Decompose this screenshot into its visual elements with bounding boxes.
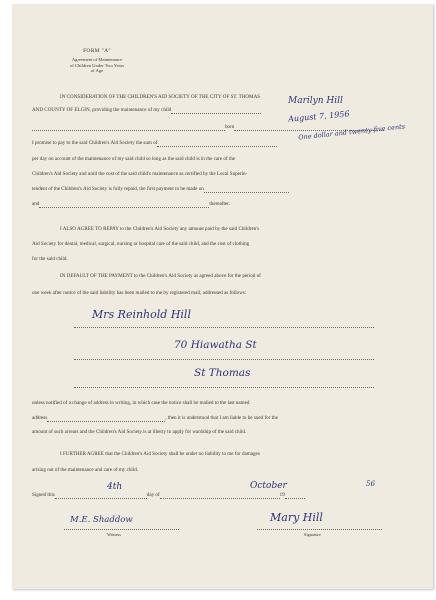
day-handwritten: 4th <box>107 482 123 492</box>
payment-interval-line <box>39 201 209 208</box>
para-repay-line-2: Aid Society for dental, medical, surgical, nursing or hospital care of the said child, and the cost of clothing <box>32 241 250 247</box>
signer-signature: Mary Hill <box>270 511 323 524</box>
address-line-3 <box>74 387 374 388</box>
born-date-handwritten: August 7, 1956 <box>287 109 350 124</box>
para-further-line-1: I FURTHER AGREE that the Children's Aid Society shall be under no liability to me for damages <box>60 451 260 457</box>
witness-signature: M.E. Shaddow <box>70 515 133 525</box>
para-promise-line-4 <box>32 186 289 193</box>
month-handwritten: October <box>250 481 287 491</box>
document-page <box>12 4 433 589</box>
witness-label: Witness <box>107 532 121 537</box>
signature-label: Signature <box>304 532 321 537</box>
day-of-label: day of <box>146 492 160 498</box>
para-default-line-1: IN DEFAULT OF THE PAYMENT to the Children's Aid Society as agreed above for the period of <box>60 273 261 279</box>
address-line-1 <box>74 327 374 328</box>
form-subtitle <box>12 57 182 74</box>
child-name-line <box>171 107 261 114</box>
sum-line <box>157 140 277 147</box>
signature-line <box>257 529 382 530</box>
promise-text-4: tendent of the Children's Aid Society is fully repaid, the first payment to be made on <box>32 186 204 192</box>
address-label: address <box>32 415 48 421</box>
thereafter-label: thereafter. <box>209 201 230 207</box>
born-blank <box>32 124 225 131</box>
para-notice-line-3: amount of such arrears and the Children's Aid Society is at liberty to apply for wardship of the said child. <box>32 429 247 435</box>
para-promise-line-1 <box>32 140 277 147</box>
para-promise-line-3: Children's Aid Society and until the cost of the said child's maintenance as certified by the Local Superin- <box>32 171 248 177</box>
born-label: born <box>225 124 235 130</box>
form-number: FORM "A" <box>83 48 111 54</box>
sum-handwritten: One dollar and twenty-five cents <box>297 122 406 142</box>
promise-text: I promise to pay to the said Children's Aid Society the sum of <box>32 140 158 146</box>
month-line <box>160 492 280 499</box>
address-street-handwritten: 70 Hiawatha St <box>174 339 257 351</box>
para-consideration-line-1: IN CONSIDERATION OF THE CHILDREN'S AID SOCIETY OF THE CITY OF ST. THOMAS <box>60 94 261 100</box>
child-name-handwritten: Marilyn Hill <box>288 96 343 106</box>
para-notice-line-1: unless notified of a change of address in writing, in which case the notice shall be mailed to the last named <box>32 400 250 406</box>
year-line <box>285 492 305 499</box>
notice-text: , then it is understood that I am liable to be sued for the <box>165 415 278 421</box>
year-handwritten: 56 <box>366 480 375 488</box>
address-city-handwritten: St Thomas <box>194 367 251 379</box>
form-subtitle-line-2: of Children Under Two Years <box>69 62 125 68</box>
and-label: and <box>32 201 40 207</box>
first-payment-line <box>204 186 289 193</box>
year-prefix: 19 <box>279 492 285 498</box>
form-subtitle-line-1: Agreement of Maintenance <box>71 57 123 62</box>
para-default-line-2: one week after notice of the said liability has been mailed to me by registered mail, addressed as follows: <box>32 290 247 296</box>
signed-label: Signed this <box>32 492 55 498</box>
last-address-line <box>47 415 165 422</box>
para-repay-line-3: for the said child. <box>32 256 68 262</box>
form-subtitle-line-3: of Age <box>90 68 104 74</box>
para-consideration-line-2 <box>32 107 261 114</box>
para-promise-line-5 <box>32 201 230 208</box>
signed-line <box>32 492 305 499</box>
address-name-handwritten: Mrs Reinhold Hill <box>92 308 191 321</box>
para-promise-line-2: per day on account of the maintenance of my said child so long as the said child is in the care of the <box>32 156 236 162</box>
consideration-text: AND COUNTY OF ELGIN, providing the maintenance of my child <box>32 107 172 113</box>
para-notice-line-2 <box>32 415 278 422</box>
para-repay-line-1: I ALSO AGREE TO REPAY to the Children's Aid Society any amount paid by the said Children's <box>60 226 260 232</box>
day-line <box>55 492 147 499</box>
para-further-line-2: arising out of the maintenance and care of my child. <box>32 467 139 473</box>
address-line-2 <box>74 359 374 360</box>
witness-line <box>64 529 179 530</box>
